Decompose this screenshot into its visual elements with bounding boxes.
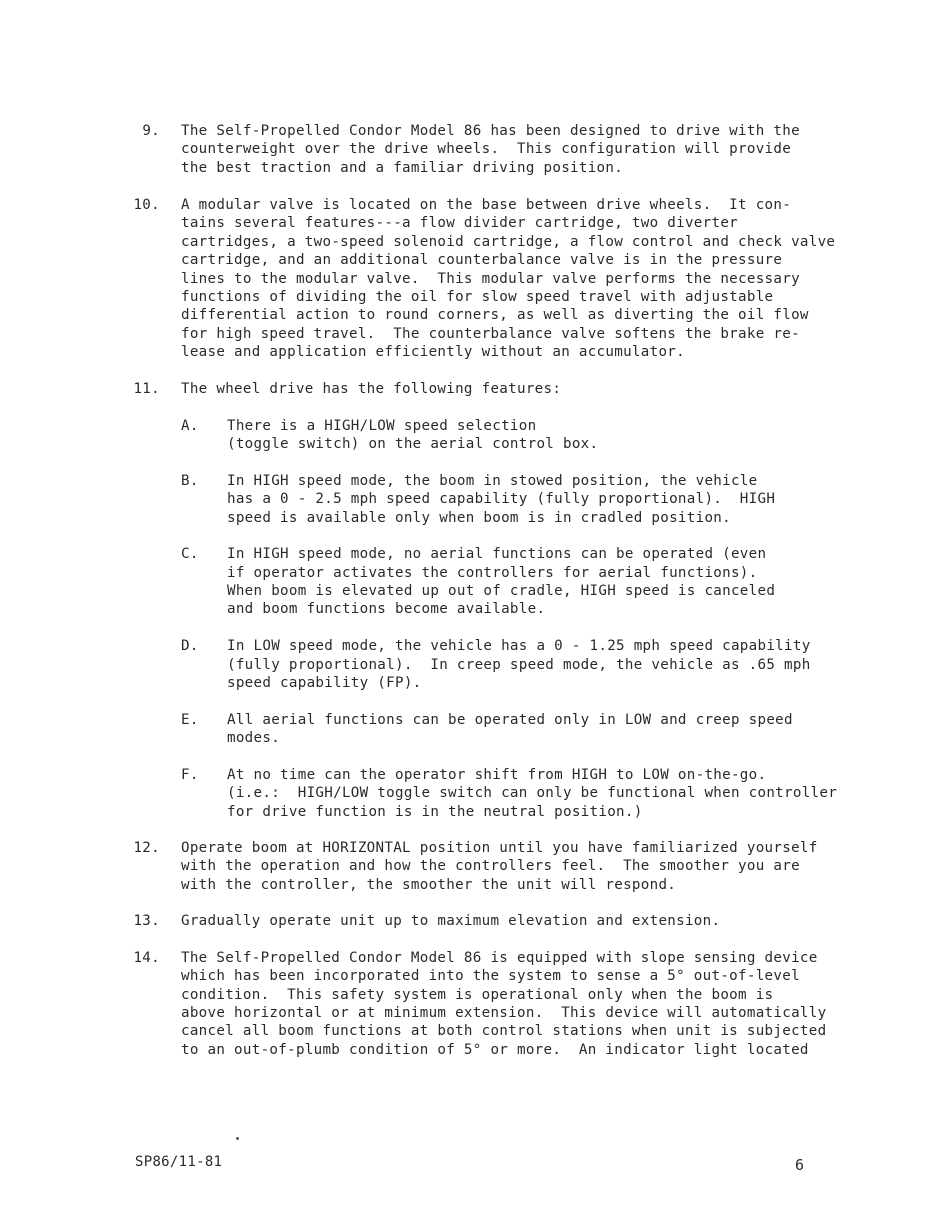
subitem-letter: A. (181, 418, 199, 434)
subitem-text-line: speed is available only when boom is in cradled position. (227, 510, 731, 526)
item-text-line: The wheel drive has the following features: (181, 381, 562, 397)
item-text-line: for high speed travel. The counterbalance valve softens the brake re- (181, 326, 800, 342)
item-text-line: cartridges, a two-speed solenoid cartridge, a flow control and check valve (181, 234, 836, 250)
item-text-line: Operate boom at HORIZONTAL position until you have familiarized yourself (181, 840, 818, 856)
subitem-text-line: In LOW speed mode, the vehicle has a 0 - 1.25 mph speed capability (227, 638, 811, 654)
item-text-line: The Self-Propelled Condor Model 86 is equipped with slope sensing device (181, 950, 818, 966)
subitem-text-line: There is a HIGH/LOW speed selection (227, 418, 537, 434)
item-number: 12. (133, 840, 160, 856)
item-text-line: differential action to round corners, as well as diverting the oil flow (181, 307, 809, 323)
item-text-line: condition. This safety system is operational only when the boom is (181, 987, 774, 1003)
subitem-text-line: and boom functions become available. (227, 601, 546, 617)
subitem-text-line: modes. (227, 730, 281, 746)
item-text-line: The Self-Propelled Condor Model 86 has been designed to drive with the (181, 123, 800, 139)
subitem-letter: B. (181, 473, 199, 489)
item-text-line: with the controller, the smoother the unit will respond. (181, 877, 677, 893)
item-text-line: with the operation and how the controllers feel. The smoother you are (181, 858, 800, 874)
item-text-line: lease and application efficiently without an accumulator. (181, 344, 685, 360)
item-text-line: cancel all boom functions at both control stations when unit is subjected (181, 1023, 827, 1039)
subitem-text-line: has a 0 - 2.5 mph speed capability (fully proportional). HIGH (227, 491, 776, 507)
item-text-line: cartridge, and an additional counterbalance valve is in the pressure (181, 252, 783, 268)
item-number: 14. (133, 950, 160, 966)
subitem-letter: C. (181, 546, 199, 562)
item-number: 11. (133, 381, 160, 397)
item-text-line: tains several features---a flow divider cartridge, two diverter (181, 215, 739, 231)
subitem-letter: D. (181, 638, 199, 654)
subitem-letter: F. (181, 767, 199, 783)
subitem-text-line: When boom is elevated up out of cradle, HIGH speed is canceled (227, 583, 776, 599)
item-text-line: lines to the modular valve. This modular valve performs the necessary (181, 271, 800, 287)
item-text-line: Gradually operate unit up to maximum elevation and extension. (181, 913, 721, 929)
item-text-line: the best traction and a familiar driving position. (181, 160, 624, 176)
item-number: 9. (142, 123, 160, 139)
item-number: 13. (133, 913, 160, 929)
item-text-line: to an out-of-plumb condition of 5° or more. An indicator light located (181, 1042, 809, 1058)
item-text-line: above horizontal or at minimum extension. This device will automatically (181, 1005, 827, 1021)
subitem-text-line: (toggle switch) on the aerial control box. (227, 436, 599, 452)
document-code: SP86/11-81 (135, 1154, 223, 1170)
item-number: 10. (133, 197, 160, 213)
subitem-text-line: At no time can the operator shift from HIGH to LOW on-the-go. (227, 767, 767, 783)
page-number: 6 (795, 1156, 805, 1174)
subitem-text-line: for drive function is in the neutral position.) (227, 804, 643, 820)
item-text-line: counterweight over the drive wheels. This configuration will provide (181, 141, 792, 157)
subitem-text-line: All aerial functions can be operated only in LOW and creep speed (227, 712, 793, 728)
item-text-line: which has been incorporated into the system to sense a 5° out-of-level (181, 968, 800, 984)
subitem-text-line: speed capability (FP). (227, 675, 422, 691)
item-text-line: A modular valve is located on the base between drive wheels. It con- (181, 197, 792, 213)
subitem-letter: E. (181, 712, 199, 728)
subitem-text-line: if operator activates the controllers for aerial functions). (227, 565, 758, 581)
subitem-text-line: (i.e.: HIGH/LOW toggle switch can only be functional when controller (227, 785, 838, 801)
scan-speck (236, 1137, 239, 1140)
subitem-text-line: In HIGH speed mode, the boom in stowed position, the vehicle (227, 473, 758, 489)
subitem-text-line: In HIGH speed mode, no aerial functions can be operated (even (227, 546, 767, 562)
item-text-line: functions of dividing the oil for slow speed travel with adjustable (181, 289, 774, 305)
subitem-text-line: (fully proportional). In creep speed mode, the vehicle as .65 mph (227, 657, 811, 673)
